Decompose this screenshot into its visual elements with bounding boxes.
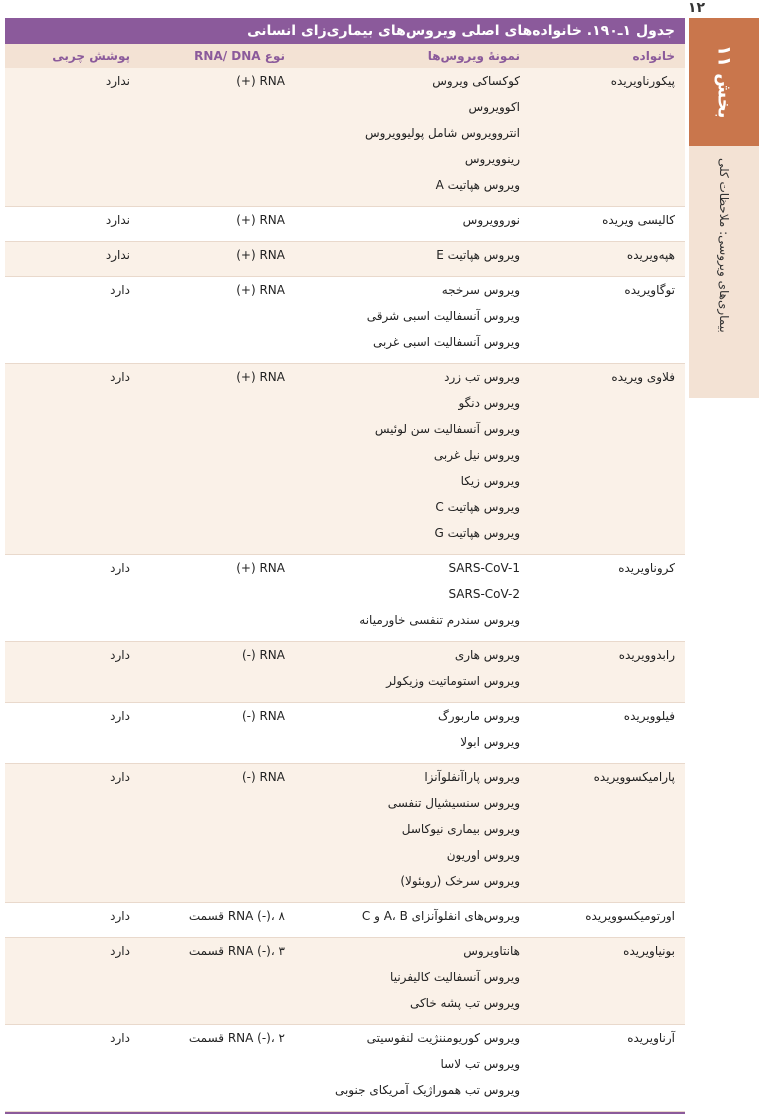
nucleic-acid-cell: RNA (-)	[241, 648, 285, 662]
table-row	[5, 642, 685, 703]
envelope-cell: ندارد	[105, 248, 130, 262]
page-number: ۱۲	[687, 0, 705, 16]
examples-cell	[295, 903, 530, 937]
virus-example: ویروس استوماتیت وزیکولر	[386, 674, 520, 688]
envelope-cell: دارد	[110, 1031, 130, 1045]
nucleic-acid-cell: RNA (+)	[236, 283, 285, 297]
virus-example: ویروس سرخجه	[441, 283, 520, 297]
nucleic-acid-cell: RNA (-)، ۸ قسمت	[188, 909, 285, 923]
table-row	[5, 555, 685, 642]
virus-example: ویروس هاری	[454, 648, 520, 662]
table-row	[5, 277, 685, 364]
examples-cell	[295, 642, 530, 702]
table-title: جدول ۱ـ۱۹۰. خانواده‌های اصلی ویروس‌های بیماری‌زای انسانی	[5, 18, 685, 44]
examples-cell	[295, 703, 530, 763]
examples-cell	[295, 764, 530, 902]
nucleic-acid-cell: RNA (+)	[236, 248, 285, 262]
examples-cell	[295, 555, 530, 641]
virus-example: SARS-CoV-1	[448, 561, 520, 575]
section-label-box	[689, 18, 759, 146]
nucleic-acid-cell: RNA (-)	[241, 770, 285, 784]
nucleic-acid-cell: RNA (-)، ۲ قسمت	[188, 1031, 285, 1045]
virus-example: ویروس نیل غربی	[433, 448, 520, 462]
virus-example: نوروویروس	[462, 213, 520, 227]
nucleic-acid-cell: RNA (+)	[236, 213, 285, 227]
family-cell: فلاوی ویریده	[611, 370, 675, 384]
table-row	[5, 938, 685, 1025]
family-cell: کالیسی ویریده	[602, 213, 675, 227]
envelope-cell: دارد	[110, 944, 130, 958]
virus-example: ویروس هپاتیت G	[434, 526, 520, 540]
family-cell: بونیاویریده	[623, 944, 675, 958]
family-cell: فیلوویریده	[623, 709, 675, 723]
family-cell: اورتومیکسوویریده	[585, 909, 675, 923]
nucleic-acid-cell: RNA (-)، ۳ قسمت	[188, 944, 285, 958]
header-envelope: پوشش چربی	[52, 49, 130, 63]
envelope-cell: دارد	[110, 561, 130, 575]
table-row	[5, 1025, 685, 1112]
virus-example: ویروس سنسیشیال تنفسی	[387, 796, 520, 810]
virus-example: ویروس ابولا	[460, 735, 520, 749]
examples-cell	[295, 242, 530, 276]
examples-cell	[295, 207, 530, 241]
family-cell: کروناویریده	[618, 561, 675, 575]
nucleic-acid-cell: RNA (+)	[236, 74, 285, 88]
examples-cell	[295, 68, 530, 206]
nucleic-acid-cell: RNA (+)	[236, 561, 285, 575]
virus-example: SARS-CoV-2	[448, 587, 520, 601]
table-header-row	[5, 44, 685, 68]
virus-example: ویروس آنسفالیت اسبی غربی	[372, 335, 520, 349]
virus-example: کوکساکی ویروس	[432, 74, 520, 88]
envelope-cell: دارد	[110, 909, 130, 923]
virus-example: ویروس هپاتیت E	[436, 248, 520, 262]
virus-example: ویروس ماربورگ	[438, 709, 520, 723]
virus-example: ویروس هپاتیت A	[435, 178, 520, 192]
envelope-cell: دارد	[110, 770, 130, 784]
family-cell: توگاویریده	[624, 283, 675, 297]
virus-example: ویروس زیکا	[460, 474, 520, 488]
envelope-cell: ندارد	[105, 74, 130, 88]
virus-example: ویروس سرخک (روبئولا)	[400, 874, 520, 888]
table-row	[5, 703, 685, 764]
envelope-cell: دارد	[110, 283, 130, 297]
envelope-cell: دارد	[110, 709, 130, 723]
envelope-cell: دارد	[110, 648, 130, 662]
virus-example: هانتاویروس	[463, 944, 520, 958]
virus-example: ویروس اوریون	[446, 848, 520, 862]
header-family: خانواده	[632, 49, 675, 63]
virus-example: ویروس‌های انفلوآنزای A، B و C	[361, 909, 520, 923]
virus-example: ویروس تب پشه خاکی	[409, 996, 520, 1010]
examples-cell	[295, 364, 530, 554]
table-row	[5, 242, 685, 277]
virus-example: ویروس آنسفالیت سن لوئیس	[374, 422, 520, 436]
virus-example: ویروس هپاتیت C	[435, 500, 520, 514]
examples-cell	[295, 277, 530, 363]
family-cell: پارامیکسوویریده	[593, 770, 675, 784]
header-nucleic-acid: نوع RNA/ DNA	[194, 49, 285, 63]
table-row	[5, 207, 685, 242]
virus-example: ویروس کوریومننژیت لنفوسیتی	[366, 1031, 520, 1045]
virus-example: ویروس پاراآنفلوآنزا	[424, 770, 520, 784]
virus-example: انتروویروس شامل پولیوویروس	[365, 126, 520, 140]
virus-example: ویروس تب هموراژیک آمریکای جنوبی	[334, 1083, 520, 1097]
family-cell: رابدوویریده	[618, 648, 675, 662]
table-row	[5, 764, 685, 903]
table-body	[5, 68, 685, 1112]
envelope-cell: ندارد	[105, 213, 130, 227]
envelope-cell: دارد	[110, 370, 130, 384]
virus-example: ویروس آنسفالیت کالیفرنیا	[390, 970, 520, 984]
section-side-tab	[689, 18, 759, 398]
section-label: بخش ۱۱	[713, 45, 735, 119]
table-row	[5, 364, 685, 555]
section-subtitle-box	[689, 146, 759, 398]
virus-example: ویروس آنسفالیت اسبی شرقی	[366, 309, 520, 323]
virus-families-table	[5, 18, 685, 1114]
virus-example: ویروس بیماری نیوکاسل	[401, 822, 520, 836]
examples-cell	[295, 938, 530, 1024]
family-cell: هپه‌ویریده	[626, 248, 675, 262]
virus-example: ویروس سندرم تنفسی خاورمیانه	[359, 613, 520, 627]
family-cell: پیکورناویریده	[610, 74, 675, 88]
virus-example: اکوویروس	[468, 100, 520, 114]
nucleic-acid-cell: RNA (-)	[241, 709, 285, 723]
header-examples: نمونهٔ ویروس‌ها	[427, 49, 520, 63]
family-cell: آرناویریده	[627, 1031, 675, 1045]
section-subtitle: بیماری‌های ویروسی: ملاحظات کلی	[717, 158, 731, 333]
examples-cell	[295, 1025, 530, 1111]
virus-example: ویروس تب لاسا	[440, 1057, 520, 1071]
virus-example: ویروس دنگو	[458, 396, 520, 410]
nucleic-acid-cell: RNA (+)	[236, 370, 285, 384]
table-row	[5, 68, 685, 207]
table-row	[5, 903, 685, 938]
virus-example: رینوویروس	[464, 152, 520, 166]
virus-example: ویروس تب زرد	[444, 370, 520, 384]
